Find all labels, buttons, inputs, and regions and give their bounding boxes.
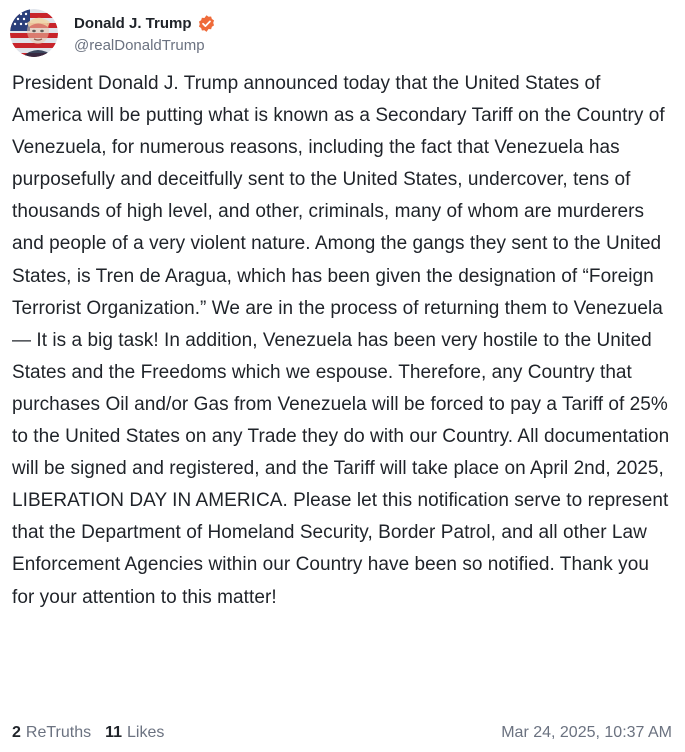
user-handle[interactable]: @realDonaldTrump — [74, 36, 205, 54]
retruths-count: 2 — [12, 724, 21, 741]
display-name[interactable]: Donald J. Trump — [74, 15, 192, 32]
author-names — [74, 9, 216, 57]
post-header — [10, 8, 216, 58]
post-body-text: President Donald J. Trump announced today that the United States of America will be putting what is known as a Secondary Tariff on the Country of Venezuela, for numerous reasons, including the fact that Venezuela has purposefully and deceitfully sent to the United States, undercover, tens of thousands of high level, and other, criminals, many of whom are murderers and people of a very violent nature. Among the gangs they sent to the United States, is Tren de Aragua, which has been given the designation of “Foreign Terrorist Organization.” We are in the process of returning them to Venezuela — It is a big task! In addition, Venezuela has been very hostile to the United States and the Freedoms which we espouse. Therefore, any Country that purchases Oil and/or Gas from Venezuela will be forced to pay a Tariff of 25% to the United States on any Trade they do with our Country. All documentation will be signed and registered, and the Tariff will take place on April 2nd, 2025, LIBERATION DAY IN AMERICA. Please let this notification serve to represent that the Department of Homeland Security, Border Patrol, and all other Law Enforcement Agencies within our Country have been so notified. Thank you for your attention to this matter! — [12, 73, 670, 608]
retruths-stat[interactable] — [12, 724, 91, 742]
likes-count: 11 — [105, 724, 123, 741]
avatar[interactable] — [10, 9, 58, 57]
verified-badge-icon — [197, 14, 216, 33]
display-name-row — [74, 13, 216, 35]
flag-portrait-avatar-icon — [10, 9, 58, 57]
retruths-label: ReTruths — [25, 724, 92, 741]
post-footer — [12, 722, 672, 744]
post-timestamp[interactable]: Mar 24, 2025, 10:37 AM — [501, 724, 672, 741]
likes-label: Likes — [127, 724, 165, 741]
likes-stat[interactable] — [105, 724, 164, 742]
